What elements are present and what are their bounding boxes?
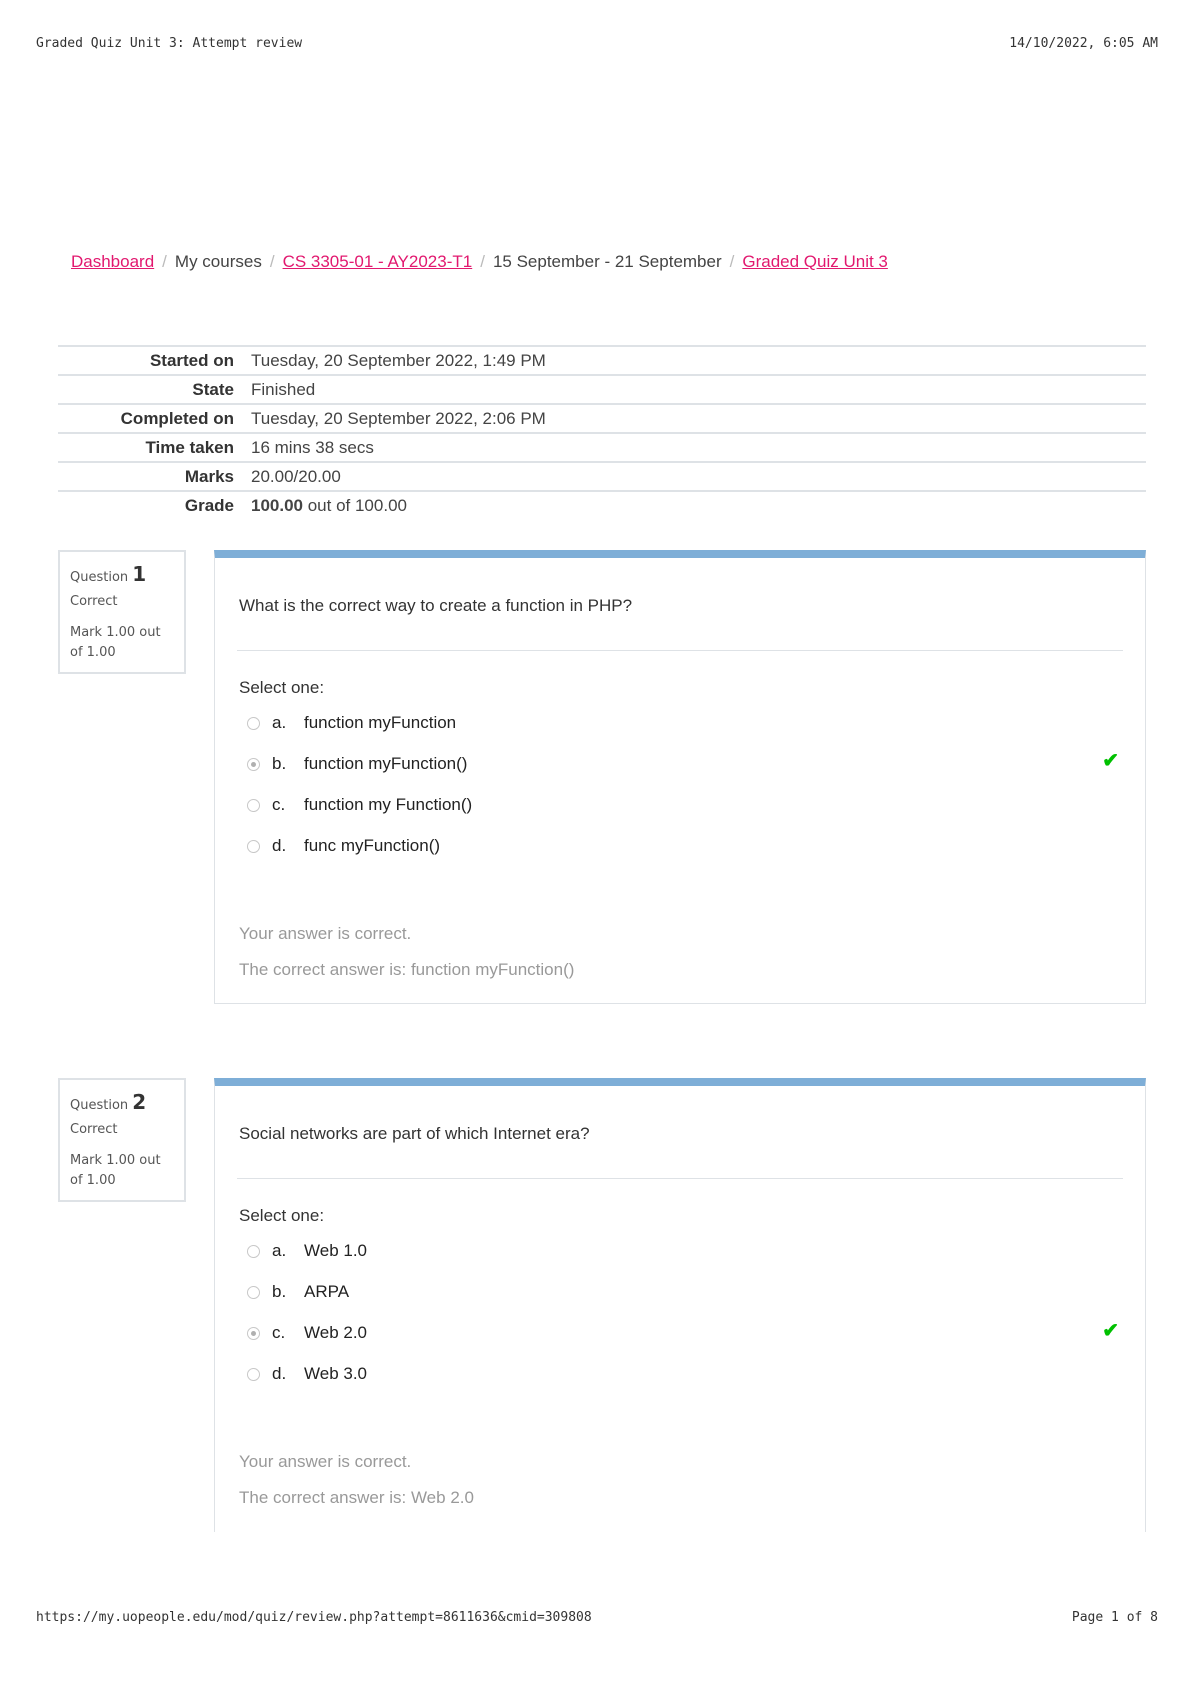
correct-check-icon: ✔ [1102, 1320, 1119, 1342]
question-state: Correct [70, 1122, 118, 1137]
right-answer-text: The correct answer is: Web 2.0 [239, 1488, 474, 1507]
breadcrumb-quiz-link[interactable]: Graded Quiz Unit 3 [742, 252, 888, 271]
print-title: Graded Quiz Unit 3: Attempt review [36, 36, 303, 51]
option-letter: a. [272, 1241, 287, 1260]
feedback-box [214, 1430, 1146, 1532]
option-text: Web 2.0 [304, 1323, 368, 1342]
option-letter: c. [272, 1323, 286, 1342]
question-number: 2 [132, 1090, 147, 1114]
radio-button[interactable] [247, 1368, 260, 1381]
question-text: Social networks are part of which Internet era? [239, 1124, 590, 1143]
summary-row-started [58, 346, 1146, 375]
breadcrumb-separator: / [162, 252, 167, 271]
feedback-text: Your answer is correct. [239, 924, 412, 943]
summary-value: Tuesday, 20 September 2022, 1:49 PM [251, 350, 546, 370]
question-grade: Mark 1.00 out of 1.00 [70, 1153, 161, 1188]
question-card [214, 550, 1146, 902]
feedback-box [214, 902, 1146, 1004]
summary-row-marks [58, 462, 1146, 491]
option-text: ARPA [304, 1282, 350, 1301]
radio-button[interactable] [247, 1245, 260, 1258]
answer-option-c[interactable] [247, 1318, 367, 1348]
breadcrumb-my-courses: My courses [174, 252, 262, 271]
print-datetime: 14/10/2022, 6:05 AM [1009, 36, 1158, 51]
breadcrumb-separator: / [480, 252, 485, 271]
divider [237, 650, 1123, 651]
select-one-prompt: Select one: [239, 678, 325, 697]
attempt-summary-table [58, 345, 1146, 520]
option-letter: d. [272, 1364, 287, 1383]
question-info [58, 550, 186, 674]
breadcrumb-course-link[interactable]: CS 3305-01 - AY2023-T1 [282, 252, 473, 271]
correct-check-icon: ✔ [1102, 750, 1119, 772]
question-word: Question [70, 570, 129, 585]
radio-button[interactable] [247, 840, 260, 853]
question-grade: Mark 1.00 out of 1.00 [70, 625, 161, 660]
option-letter: a. [272, 713, 287, 732]
radio-button[interactable] [247, 717, 260, 730]
answer-option-d[interactable] [247, 831, 440, 861]
divider [237, 1178, 1123, 1179]
option-letter: b. [272, 754, 287, 773]
summary-row-completed [58, 404, 1146, 433]
page-url: https://my.uopeople.edu/mod/quiz/review.php?attempt=8611636&cmid=309808 [36, 1610, 592, 1625]
feedback-text: Your answer is correct. [239, 1452, 412, 1471]
grade-score: 100.00 [251, 496, 303, 515]
summary-label: State [192, 379, 234, 399]
print-footer [36, 1610, 1158, 1625]
summary-label: Marks [184, 466, 234, 486]
summary-row-state [58, 375, 1146, 404]
page-number: Page 1 of 8 [1071, 1610, 1158, 1625]
summary-label: Started on [149, 350, 234, 370]
summary-label: Completed on [120, 408, 234, 428]
option-text: Web 1.0 [304, 1241, 368, 1260]
select-one-prompt: Select one: [239, 1206, 325, 1225]
option-text: function myFunction() [304, 754, 468, 773]
question-card [214, 1078, 1146, 1430]
option-text: function myFunction [304, 713, 457, 732]
summary-label: Grade [184, 496, 234, 515]
answer-option-c[interactable] [247, 790, 472, 820]
breadcrumb-dashboard-link[interactable]: Dashboard [71, 252, 155, 271]
summary-row-time-taken [58, 433, 1146, 462]
breadcrumb [71, 252, 888, 272]
breadcrumb-week: 15 September - 21 September [492, 252, 722, 271]
breadcrumb-separator: / [269, 252, 275, 271]
question-number: 1 [132, 562, 147, 586]
summary-value: Finished [251, 379, 316, 399]
question-word: Question [70, 1098, 129, 1113]
question-state: Correct [70, 594, 118, 609]
summary-label: Time taken [145, 437, 234, 457]
summary-value [243, 491, 1146, 520]
option-letter: d. [272, 836, 287, 855]
summary-value: 20.00/20.00 [251, 466, 341, 486]
answer-option-d[interactable] [247, 1359, 367, 1389]
option-letter: c. [272, 795, 286, 814]
summary-row-grade [58, 491, 1146, 520]
option-letter: b. [272, 1282, 287, 1301]
summary-value: Tuesday, 20 September 2022, 2:06 PM [251, 408, 546, 428]
summary-value: 16 mins 38 secs [251, 437, 374, 457]
answer-option-b[interactable] [247, 749, 467, 779]
question-info [58, 1078, 186, 1202]
answer-option-a[interactable] [247, 1236, 367, 1266]
option-text: func myFunction() [304, 836, 441, 855]
radio-button[interactable] [247, 799, 260, 812]
breadcrumb-separator: / [729, 252, 735, 271]
right-answer-text: The correct answer is: function myFunction() [239, 960, 575, 979]
answer-option-b[interactable] [247, 1277, 349, 1307]
radio-button-selected[interactable] [247, 1327, 260, 1340]
print-header [36, 36, 1158, 51]
radio-button[interactable] [247, 1286, 260, 1299]
option-text: function my Function() [304, 795, 473, 814]
radio-button-selected[interactable] [247, 758, 260, 771]
answer-option-a[interactable] [247, 708, 456, 738]
option-text: Web 3.0 [304, 1364, 368, 1383]
question-text: What is the correct way to create a function in PHP? [239, 596, 633, 615]
grade-out-of: out of 100.00 [303, 496, 407, 515]
